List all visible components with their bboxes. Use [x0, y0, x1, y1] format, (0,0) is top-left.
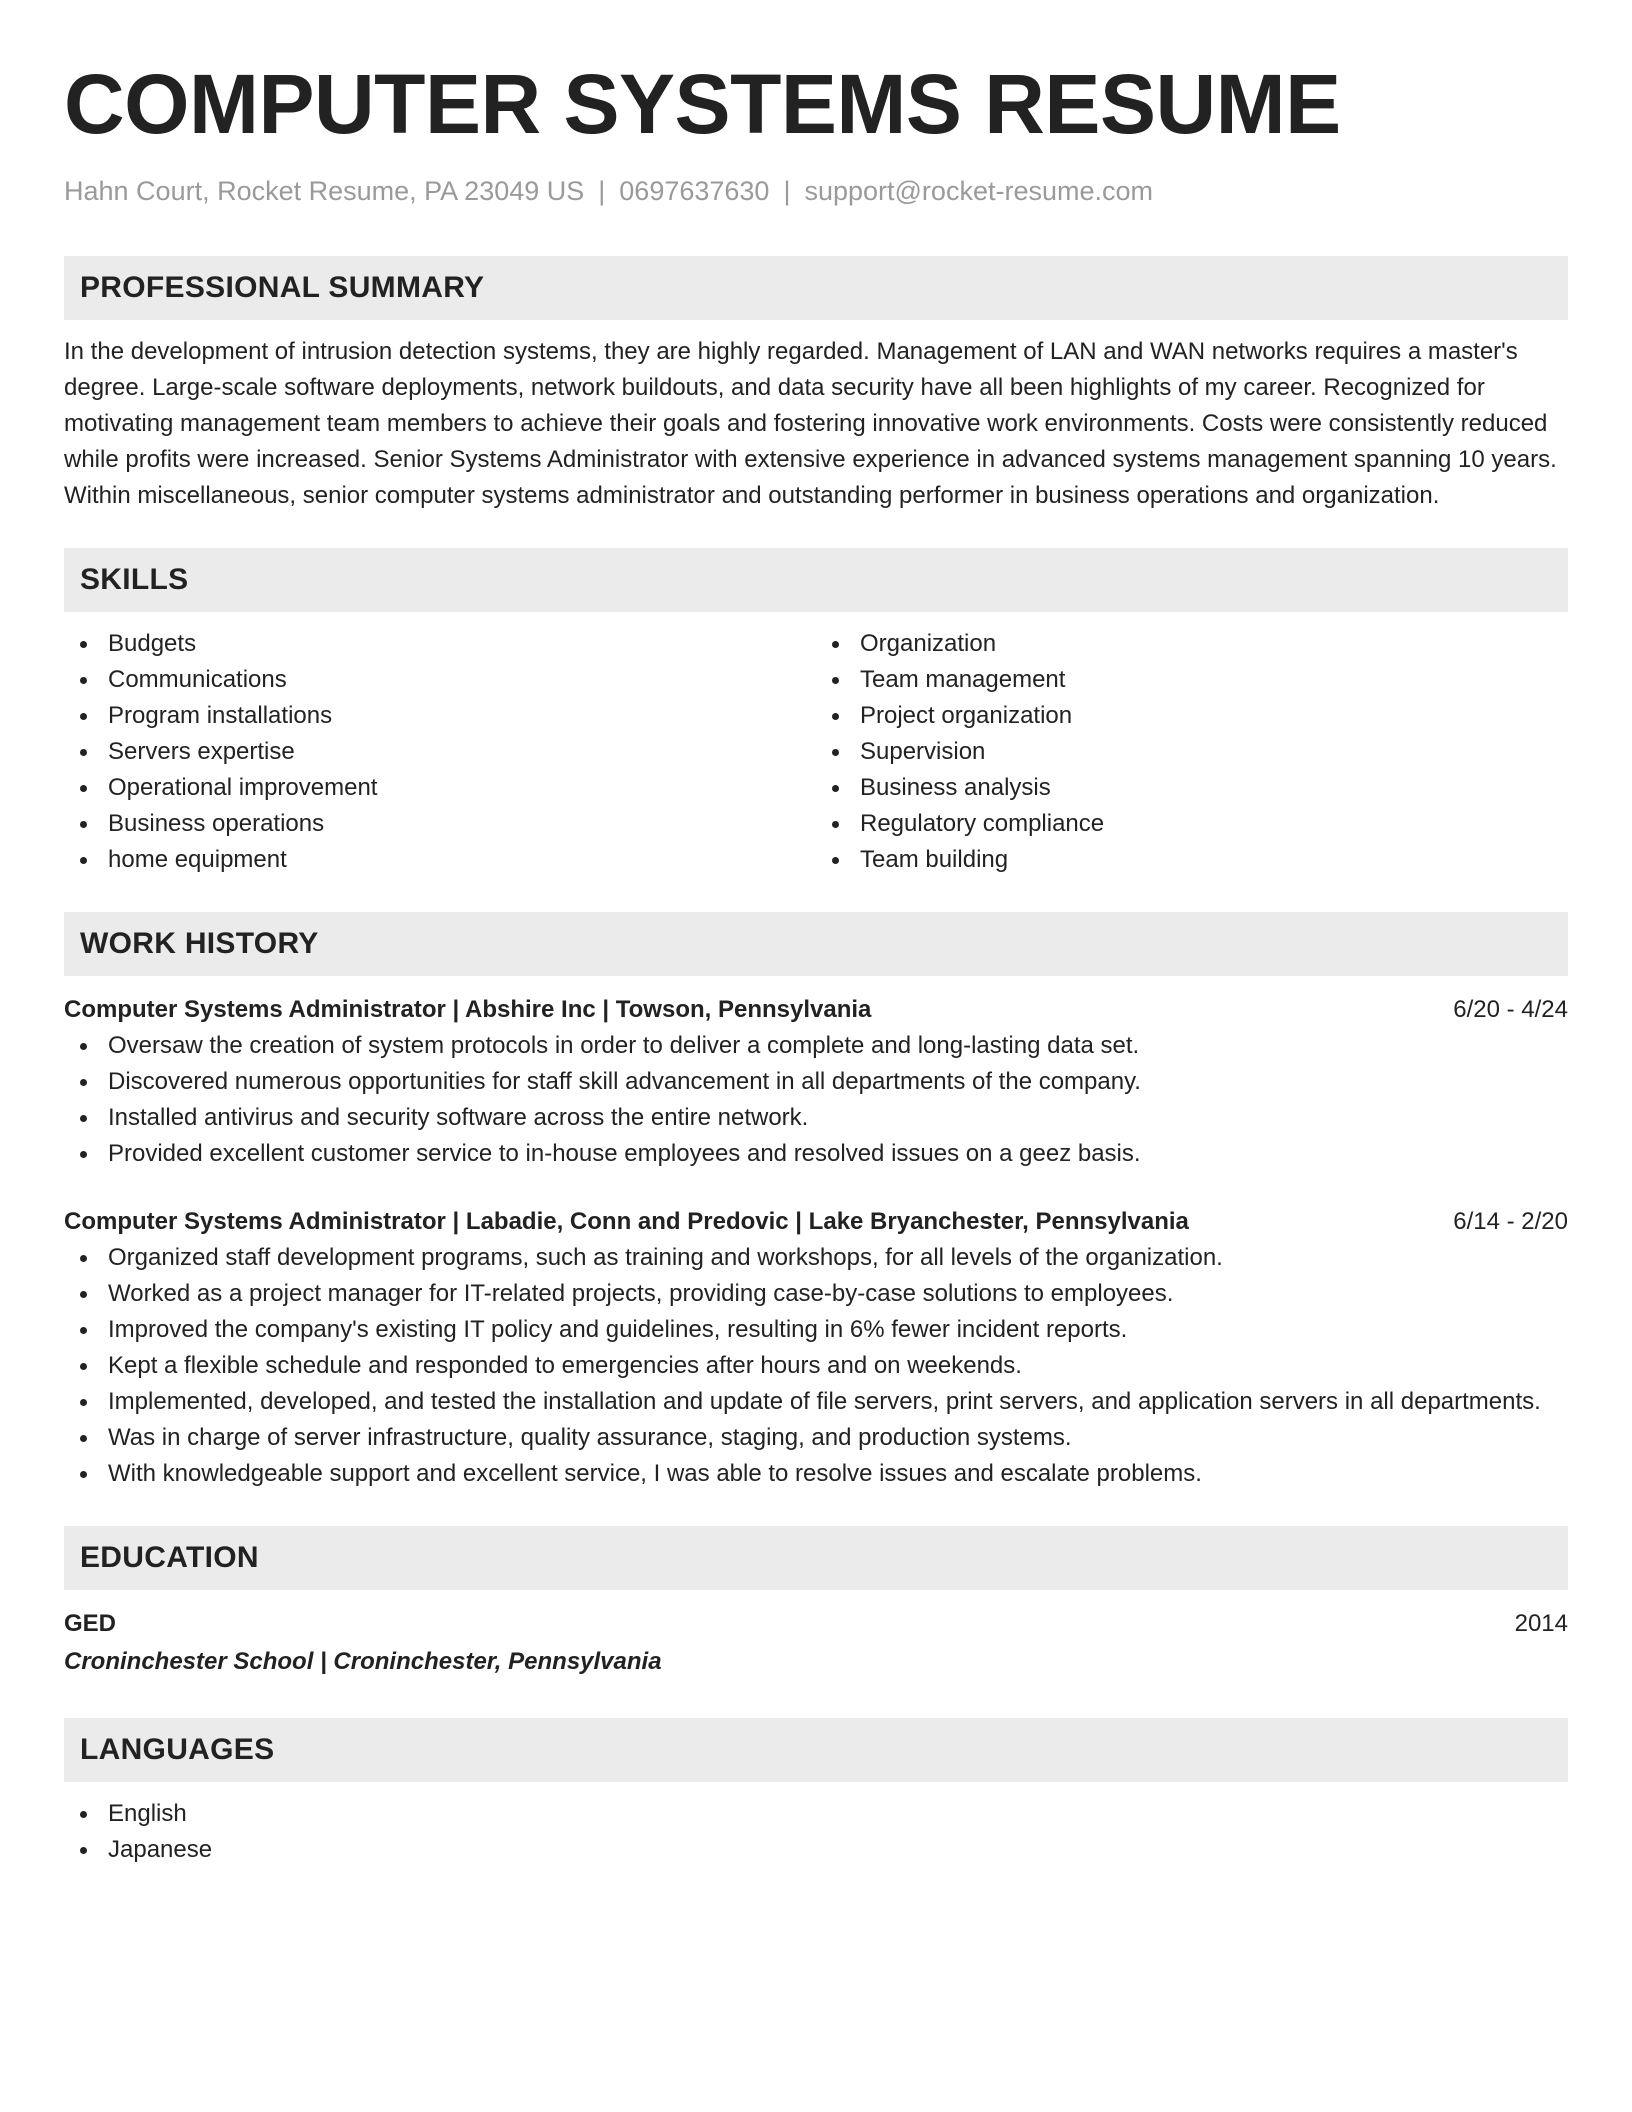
job-dates: 6/20 - 4/24	[1453, 996, 1568, 1023]
skills-list-right	[816, 626, 1568, 878]
resume-title: COMPUTER SYSTEMS RESUME	[64, 57, 1341, 151]
skills-columns	[64, 626, 1568, 878]
contact-line	[64, 174, 1568, 208]
skill-item: home equipment	[64, 842, 816, 878]
skill-item: Business analysis	[816, 770, 1568, 806]
skill-item: Business operations	[64, 806, 816, 842]
job-duty-item: Oversaw the creation of system protocols in order to deliver a complete and long-lasting data set.	[64, 1028, 1568, 1064]
job-duty-item: Implemented, developed, and tested the installation and update of file servers, print servers, and application servers in all departments.	[64, 1384, 1568, 1420]
skill-item: Team management	[816, 662, 1568, 698]
job-duty-item: Kept a flexible schedule and responded to emergencies after hours and on weekends.	[64, 1348, 1568, 1384]
section-heading-education: EDUCATION	[64, 1526, 1568, 1590]
skills-column-left	[64, 626, 816, 878]
summary-text: In the development of intrusion detection systems, they are highly regarded. Management of LAN and WAN networks requires a master's degree. Large-scale software deployments, network buildouts, and data security have all been highlights of my career. Recognized for motivating management team members to achieve their goals and fostering innovative work environments. Costs were consistently reduced while profits were increased. Senior Systems Administrator with extensive experience in advanced systems management spanning 10 years. Within miscellaneous, senior computer systems administrator and outstanding performer in business operations and organization.	[64, 338, 1557, 509]
language-item: English	[64, 1796, 1568, 1832]
skill-item: Project organization	[816, 698, 1568, 734]
skill-item: Team building	[816, 842, 1568, 878]
job-title: Computer Systems Administrator | Labadie, Conn and Predovic | Lake Bryanchester, Pennsylvania	[64, 1208, 1189, 1235]
language-item: Japanese	[64, 1832, 1568, 1868]
skill-item: Communications	[64, 662, 816, 698]
contact-phone: 0697637630	[619, 176, 770, 206]
skill-item: Supervision	[816, 734, 1568, 770]
job-entry	[64, 1204, 1568, 1492]
section-heading-skills: SKILLS	[64, 548, 1568, 612]
job-duty-item: With knowledgeable support and excellent service, I was able to resolve issues and escalate problems.	[64, 1456, 1568, 1492]
job-duty-item: Was in charge of server infrastructure, quality assurance, staging, and production systems.	[64, 1420, 1568, 1456]
skill-item: Regulatory compliance	[816, 806, 1568, 842]
job-duty-item: Worked as a project manager for IT-related projects, providing case-by-case solutions to employees.	[64, 1276, 1568, 1312]
job-duty-item: Improved the company's existing IT policy and guidelines, resulting in 6% fewer incident reports.	[64, 1312, 1568, 1348]
education-degree: GED	[64, 1610, 117, 1637]
job-duty-item: Provided excellent customer service to in-house employees and resolved issues on a geez basis.	[64, 1136, 1568, 1172]
job-header	[64, 1204, 1568, 1240]
education-year: 2014	[1514, 1610, 1568, 1637]
contact-separator: |	[598, 176, 606, 206]
skill-item: Organization	[816, 626, 1568, 662]
job-duty-item: Installed antivirus and security software across the entire network.	[64, 1100, 1568, 1136]
education-school: Croninchester School | Croninchester, Pennsylvania	[64, 1648, 662, 1675]
skill-item: Servers expertise	[64, 734, 816, 770]
skill-item: Budgets	[64, 626, 816, 662]
job-dates: 6/14 - 2/20	[1453, 1208, 1568, 1235]
contact-address: Hahn Court, Rocket Resume, PA 23049 US	[64, 176, 585, 206]
skill-item: Program installations	[64, 698, 816, 734]
job-duties-list	[64, 1240, 1568, 1492]
education-header	[64, 1606, 1568, 1642]
job-duties-list	[64, 1028, 1568, 1172]
job-header	[64, 992, 1568, 1028]
skills-list-left	[64, 626, 816, 878]
contact-separator: |	[783, 176, 791, 206]
job-duty-item: Organized staff development programs, such as training and workshops, for all levels of the organization.	[64, 1240, 1568, 1276]
job-duty-item: Discovered numerous opportunities for staff skill advancement in all departments of the company.	[64, 1064, 1568, 1100]
job-title: Computer Systems Administrator | Abshire Inc | Towson, Pennsylvania	[64, 996, 872, 1023]
job-entry	[64, 992, 1568, 1172]
section-heading-languages: LANGUAGES	[64, 1718, 1568, 1782]
contact-email: support@rocket-resume.com	[804, 176, 1153, 206]
languages-list	[64, 1796, 1568, 1868]
skill-item: Operational improvement	[64, 770, 816, 806]
section-heading-summary: PROFESSIONAL SUMMARY	[64, 256, 1568, 320]
section-heading-work-history: WORK HISTORY	[64, 912, 1568, 976]
skills-column-right	[816, 626, 1568, 878]
